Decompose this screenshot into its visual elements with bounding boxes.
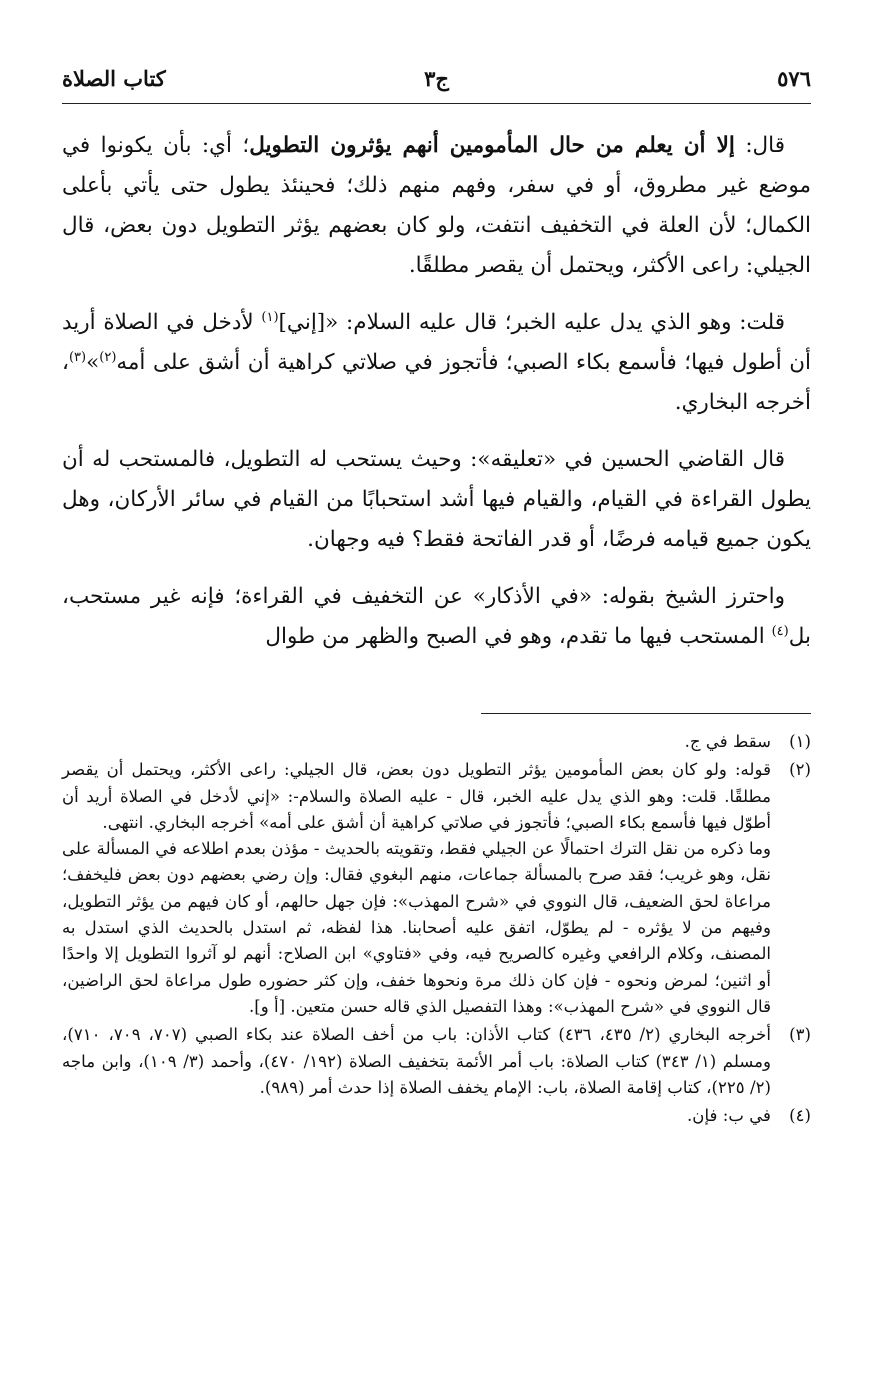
- footnote-ref-4[interactable]: (٤): [771, 623, 789, 639]
- bold-quote: إلا أن يعلم من حال المأمومين أنهم يؤثرون التطويل: [249, 133, 735, 158]
- paragraph-3: قال القاضي الحسين في «تعليقه»: وحيث يستحب له التطويل، فالمستحب له أن يطول القراءة في القيام، والقيام فيها أشد استحبابًا من القيام في سائر الأركان، وهل يكون جميع قيامه فرضًا، أو قدر الفاتحة فقط؟ فيه وجهان.: [62, 447, 811, 552]
- paragraph-2: قلت: وهو الذي يدل عليه الخبر؛ قال عليه السلام: «[إني]$^{(١)}$ لأدخل في الصلاة أريد أن أطول فيها؛ فأسمع بكاء الصبي؛ فأتجوز في صلاتي كراهية أن أشق على أمه$^{(٢)}$»$^{(٣)}$، أخرجه البخاري.: [62, 309, 811, 415]
- page-header: [62, 64, 811, 100]
- footnote-number: (٤): [789, 1106, 811, 1126]
- main-text: [62, 126, 811, 657]
- volume-label: ج٣: [424, 66, 449, 91]
- paragraph-4: واحترز الشيخ بقوله: «في الأذكار» عن التخفيف في القراءة؛ فإنه غير مستحب، بل$^{(٤)}$ المستحب فيها ما تقدم، وهو في الصبح والظهر من طوال: [62, 584, 811, 649]
- footnote-ref-2[interactable]: (٢): [99, 349, 117, 365]
- footnote-4: [62, 1103, 811, 1129]
- footnote-text: سقط في ج.: [684, 732, 771, 751]
- footnote-number: (٣): [789, 1025, 811, 1045]
- footnote-2: [62, 757, 811, 1020]
- footnote-1: [62, 729, 811, 755]
- footnote-ref-1[interactable]: (١): [261, 309, 279, 325]
- header-rule: [62, 103, 811, 104]
- chapter-title: كتاب الصلاة: [62, 66, 166, 91]
- footnote-ref-3[interactable]: (٣): [68, 349, 87, 365]
- page-number: ٥٧٦: [777, 66, 811, 91]
- footnote-3: [62, 1022, 811, 1101]
- footnote-text: أخرجه البخاري (٢/ ٤٣٥، ٤٣٦) كتاب الأذان: باب من أخف الصلاة عند بكاء الصبي (٧٠٧، ٧٠٩، ٧١٠)، ومسلم (١/ ٣٤٣) كتاب الصلاة: باب أمر الأئمة بتخفيف الصلاة (١٩٢/ ٤٧٠)، وأحمد (٣/ ١٠٩)، وابن ماجه (٢/ ٢٢٥)، كتاب إقامة الصلاة، باب: الإمام يخفف الصلاة إذا حدث أمر (٩٨٩).: [62, 1025, 772, 1097]
- footnote-text: في ب: فإن.: [687, 1106, 771, 1126]
- footnote-text: وما ذكره من نقل الترك احتمالًا عن الجيلي فقط، وتقويته بالحديث - مؤذن بعدم اطلاعه في المسألة على نقل، وهو غريب؛ فقد صرح بالمسألة جماعات، منهم البغوي فقال: وإن رضي بعضهم دون بعض فليخفف؛ مراعاة لحق الضعيف، قال النووي في «شرح المهذب»: فإن جهل حالهم، أو كان فيهم من يؤثر التطويل، وفيهم من لا يؤثره - لم يطوّل، اتفق عليه أصحابنا. هذا لفظه، ثم استدل بالحديث الذي استدل به المصنف، وكلام الرافعي وغيره كالصريح فيه، وفي «فتاوي» ابن الصلاح: أنهم لو آثروا التطويل إلا واحدًا أو اثنين؛ لمرض ونحوه - فإن كان ذلك مرة ونحوها خفف، وإن كثر حضوره طول مراعاة لحق الراضين، قال النووي في «شرح المهذب»: وهذا التفصيل الذي قاله حسن متعين. [أ و].: [62, 839, 771, 1016]
- footnotes: [62, 729, 811, 1131]
- footnote-number: (٢): [789, 760, 811, 780]
- paragraph-1: قال: إلا أن يعلم من حال المأمومين أنهم يؤثرون التطويل؛ أي: بأن يكونوا في موضع غير مطروق، أو في سفر، وفهم منهم ذلك؛ فحينئذ يطول حتى يأتي بأعلى الكمال؛ لأن العلة في التخفيف انتفت، ولو كان بعضهم يؤثر التطويل دون بعض، قال الجيلي: راعى الأكثر، ويحتمل أن يقصر مطلقًا.: [62, 133, 811, 278]
- footnote-separator: [481, 713, 811, 714]
- footnote-text: قوله: ولو كان بعض المأمومين يؤثر التطويل دون بعض، قال الجيلي: راعى الأكثر، ويحتمل أن يقصر مطلقًا. قلت: وهو الذي يدل عليه الخبر، قال - عليه الصلاة والسلام-: «إني لأدخل في الصلاة أريد أن أطوّل فيها فأسمع بكاء الصبي؛ فأتجوز في صلاتي كراهية أن أشق على أمه» أخرجه البخاري. انتهى.: [62, 760, 771, 832]
- footnote-number: (١): [789, 732, 811, 751]
